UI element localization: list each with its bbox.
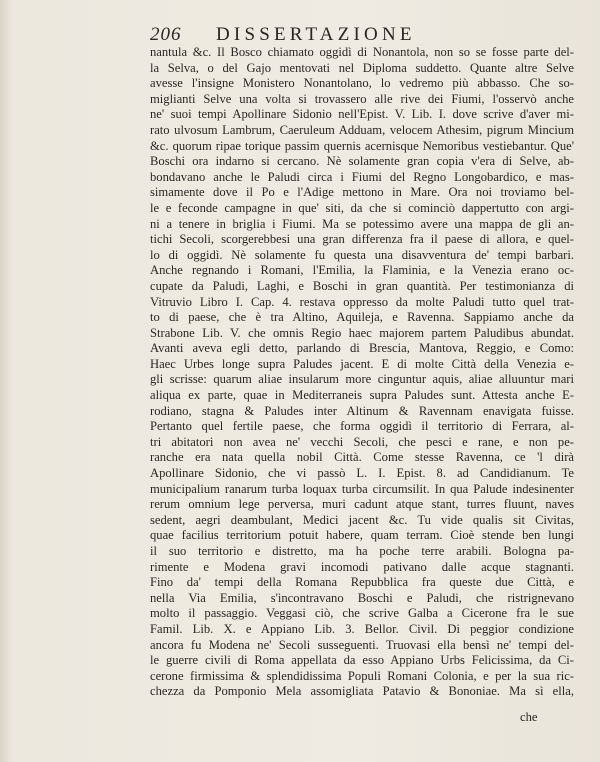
text-line: ni a tenere in briglia i Fiumi. Ma se potessimo avere una mappa de gli an- xyxy=(150,216,574,231)
text-line: Pertanto quel fertile paese, che forma oggidì il territorio di Ferrara, al- xyxy=(150,419,574,434)
text-line: Boschi ora indarno si cercano. Nè solamente gran copia v'era di Selve, ab- xyxy=(150,154,574,169)
text-line: ancora fu Modena ne' Secoli susseguenti. Truovasi ella bensì ne' tempi del- xyxy=(150,637,574,652)
text-line: municipalium ranarum turba loquax turba circumsilit. In qua Palude indesinenter xyxy=(150,481,574,496)
text-line: nantula &c. Il Bosco chiamato oggidì di Nonantola, non so se fosse parte del- xyxy=(150,45,574,59)
text-line: tri abitatori non avea ne' vecchi Secoli, che pesci e rane, e non pe- xyxy=(150,434,574,449)
text-line: molto il passaggio. Veggasi ciò, che scrive Galba a Cicerone fra le sue xyxy=(150,606,574,621)
text-line: quae facilius territorium potuit habere, quam terram. Cioè stende ben lungi xyxy=(150,528,574,543)
text-line: chezza da Pomponio Mela assomigliata Patavio & Bononiae. Ma sì ella, xyxy=(150,684,574,699)
running-head: DISSERTAZIONE xyxy=(216,24,416,45)
text-line: Apollinare Sidonio, che vi passò L. I. Epist. 8. ad Candidianum. Te xyxy=(150,466,574,481)
text-line: Avanti aveva egli detto, parlando di Brescia, Mantova, Reggio, e Como: xyxy=(150,341,574,356)
text-line: aliqua ex parte, quae in Mediterraneis supra Paludes sunt. Attesta anche E- xyxy=(150,388,574,403)
text-line: lo di oggidì. Nè solamente fu questa una disavventura de' tempi barbari. xyxy=(150,247,574,262)
text-line: &c. quorum ripae torique passim quernis acernisque Nemoribus vestiebantur. Que' xyxy=(150,138,574,153)
text-line: rato ulvosum Lambrum, Caeruleum Adduam, velocem Athesim, pigrum Mincium xyxy=(150,122,574,137)
text-line: Strabone Lib. V. che omnis Regio haec majorem partem Paludibus abundat. xyxy=(150,325,574,340)
text-line: miglianti Selve una volta si trovassero alle rive dei Fiumi, l'osservò anche xyxy=(150,91,574,106)
text-line: avesse l'insigne Monistero Nonantolano, lo vedremo più abbasso. Che so- xyxy=(150,76,574,91)
text-line: nella Via Emilia, s'incontravano Boschi e Paludi, che ristrignevano xyxy=(150,590,574,605)
text-line: to di paese, che è tra Altino, Aquileja, e Ravenna. Sappiamo anche da xyxy=(150,310,574,325)
text-line: simamente dove il Po e l'Adige mettono in Mare. Ora noi troviamo bel- xyxy=(150,185,574,200)
text-line: Haec Urbes longe supra Paludes jacent. E di molte Città della Venezia e- xyxy=(150,356,574,371)
text-line: Vitruvio Libro I. Cap. 4. restava oppresso da molte Paludi tutto quel trat- xyxy=(150,294,574,309)
body-text xyxy=(150,45,574,700)
text-line: rodiano, stagna & Paludes inter Altinum & Ravennam enavigata fuisse. xyxy=(150,403,574,418)
text-line: Fino da' tempi della Romana Repubblica fra queste due Città, e xyxy=(150,575,574,590)
text-line: cerone firmissima & splendidissima Populi Romani Colonia, e per la sua ric- xyxy=(150,668,574,683)
text-line: ranche era nata quella nobil Città. Come stesse Ravenna, ce 'l dirà xyxy=(150,450,574,465)
page-number: 206 xyxy=(150,24,182,45)
text-line: tichi Secoli, scorgerebbesi una gran differenza fra il paese di allora, e quel- xyxy=(150,232,574,247)
text-line: la Selva, o del Gajo mentovati nel Diploma suddetto. Quante altre Selve xyxy=(150,60,574,75)
text-line: rimente e Modena gravi incomodi pativano dalle acque stagnanti. xyxy=(150,559,574,574)
text-line: Anche regnando i Romani, l'Emilia, la Flaminia, e la Venezia erano oc- xyxy=(150,263,574,278)
text-line: bondavano anche le Paludi circa i Fiumi del Regno Longobardico, e mas- xyxy=(150,169,574,184)
text-line: gli scrisse: quarum aliae insularum more cinguntur aquis, aliae alluuntur mari xyxy=(150,372,574,387)
text-line: il suo territorio e distretto, ma ha poche terre arabili. Bologna pa- xyxy=(150,544,574,558)
text-line: Famil. Lib. X. e Appiano Lib. 3. Bellor. Civil. Di peggior condizione xyxy=(150,621,574,636)
text-line: cupate da Paludi, Laghi, e Boschi in gran quantità. Per testimonianza di xyxy=(150,278,574,293)
text-line: ne' suoi tempi Apollinare Sidonio nell'Epist. V. Lib. I. dove scrive d'aver mi- xyxy=(150,107,574,122)
text-line: rerum omnium lege perversa, muri cadunt atque stant, turres fluunt, naves xyxy=(150,497,574,512)
text-line: sedent, aegri deambulant, Medici jacent &c. Tu vide qualis sit Civitas, xyxy=(150,512,574,527)
text-line: le e feconde campagne in que' siti, da che si cominciò dappertutto con argi- xyxy=(150,200,574,215)
page-header xyxy=(150,24,580,46)
text-line: le guerre civili di Roma appellata da esso Appiano Urbs Felicissima, da Ci- xyxy=(150,653,574,668)
catchword: che xyxy=(520,710,538,724)
